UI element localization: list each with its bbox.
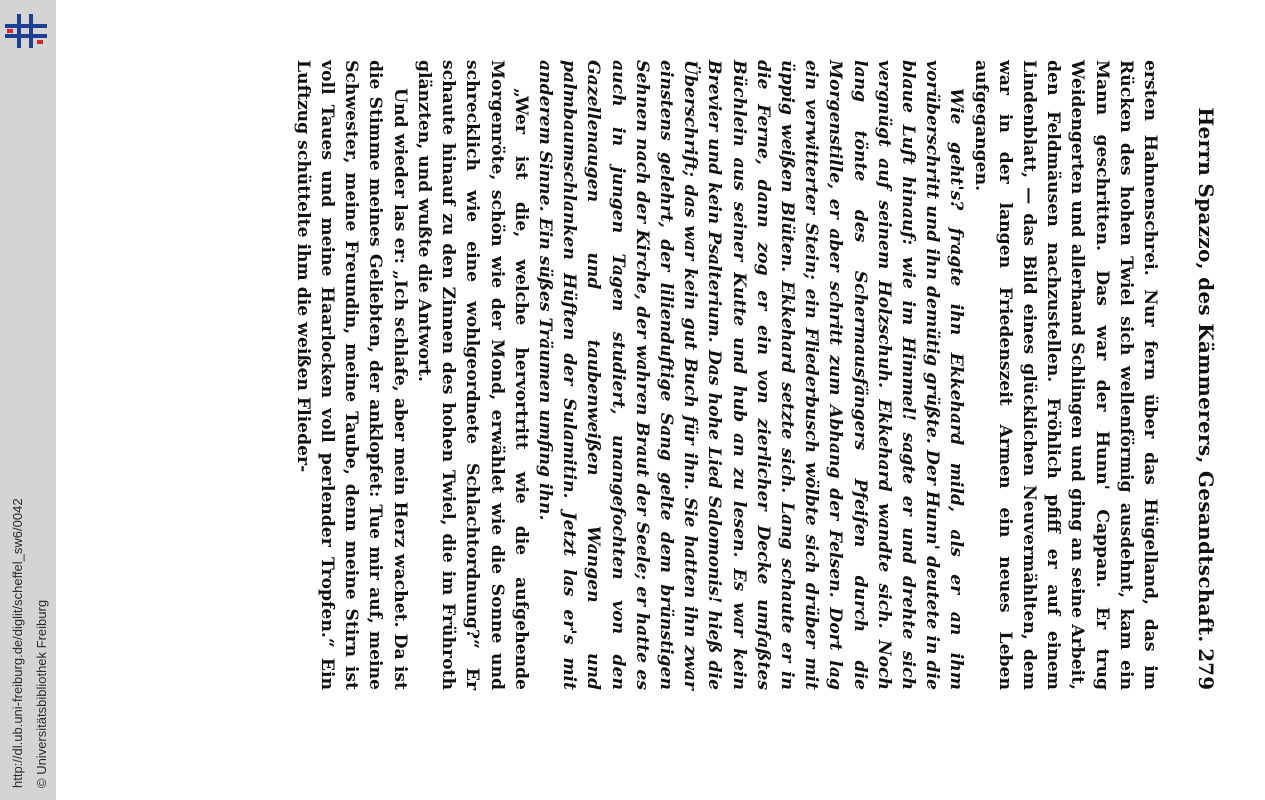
running-head (1190, 60, 1220, 690)
source-url[interactable]: http://dl.ub.uni-freiburg.de/diglit/scheffel_sw6/0042 (10, 498, 25, 788)
page-content (160, 60, 1220, 690)
body-text (291, 60, 1162, 690)
sidebar-text (0, 0, 56, 800)
paragraph-2: Wie geht's? fragte ihn Ekkehard mild, als er an ihm vorüberschritt und ihn demütig grüßte. Der Hunn' deutete in die blaue Luft hinauf: wie im Himmel! sagte er und drehte sich vergnügt auf seinem Holzschuh. Ekkehard wandte sich. Noch lang tönte des Schermausfängers Pfeifen durch die Morgenstille, er aber schritt zum Abhang der Felsen. Dort lag ein verwitterter Stein; ein Fliederbusch wölbte sich drüber mit üppig weißen Blüten. Ekkehard setzte sich. Lang schaute er in die Ferne, dann zog er ein von zierlicher Decke umfaßtes Büchlein aus seiner Kutte und hub an zu lesen. Es war kein Brevier und kein Psalterium. Das hohe Lied Salomonis! hieß die Überschrift; das war kein gut Buch für ihn. Sie hatten ihn zwar einstens gelehrt, der lilienduftige Sang gelte dem brünstigen Sehnen nach der Kirche, der wahren Braut der Seele; er hatte es auch in jungen Tagen studiert, unangefochten von den Gazellenaugen und taubenweißen Wangen und palmbaumschlanken Hüften der Sulamitin. Jetzt las er's mit anderem Sinne. Ein süßes Träumen umfing ihn. (534, 60, 967, 690)
running-head-title: Herrn Spazzo, des Kämmerers, Gesandtschaft. (1194, 107, 1218, 643)
paragraph-4: Und wieder las er: „Ich schlafe, aber mein Herz wachet. Da ist die Stimme meines Geliebten, der anklopfet: Tue mir auf, meine Schwester, meine Freundin, meine Taube, denn meine Stirn ist voll Taues und meine Haarlocken voll perlender Tropfen.“ Ein Luftzug schüttelte ihm die weißen Flieder- (292, 60, 410, 690)
page-number: 279 (1194, 648, 1218, 690)
paragraph-1: ersten Hahnenschrei. Nur fern über das Hügelland, das im Rücken des hohen Twiel sich wellenförmig ausdehnt, kam ein Mann geschritten. Das war der Hunn' Cappan. Er trug Weidengerten und allerhand Schlingen und ging an seine Arbeit, den Feldmäusen nachzustellen. Fröhlich pfiff er auf einem Lindenblatt, — das Bild eines glücklichen Neuvermählten, dem war in der langen Friedenszeit Armen ein neues Leben aufgegangen. (970, 60, 1160, 690)
scanned-page (150, 0, 1265, 800)
viewer-sidebar (0, 0, 56, 800)
copyright-notice: © Universitätsbibliothek Freiburg (34, 599, 49, 788)
paragraph-3: „Wer ist die, welche hervortritt wie die aufgehende Morgenröte, schön wie der Mond, erwählet wie die Sonne und schrecklich wie eine wohlgeordnete Schlachtordnung?“ Er schaute hinauf zu den Zinnen des hohen Twiel, die im Frühroth glänzten, und wußte die Antwort. (413, 60, 531, 690)
